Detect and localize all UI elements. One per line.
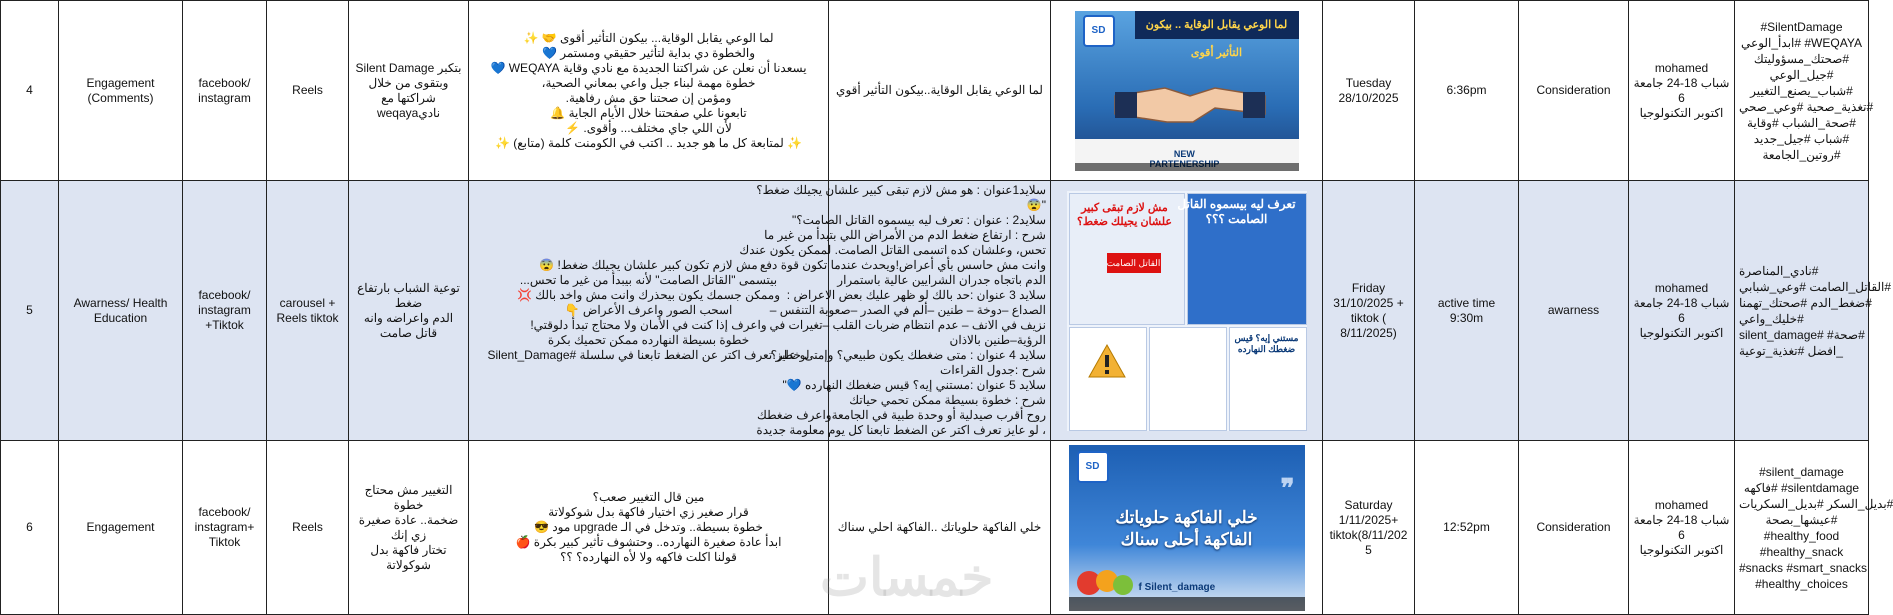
- date-cell: [1323, 1, 1415, 181]
- audience-text: شباب 18-24 جامعة 6 اكتوبر التكنولوجيا: [1633, 295, 1730, 340]
- design-line: سلايد 4 عنوان : متى ضغطك يكون طبيعي؟ وإمتى خطر؟: [770, 348, 1046, 362]
- caption-line: تابعونا علي صفحتنا خلال الأيام الجاية 🔔: [550, 105, 747, 120]
- date-cell: [1323, 441, 1415, 615]
- format-cell: Reels: [267, 441, 349, 615]
- watermark: خمسات: [820, 549, 994, 607]
- hashtag-line: فاكهه# #silentdamage: [1743, 480, 1860, 495]
- hashtag-line: silent_damage# #صحة#: [1739, 327, 1865, 342]
- design-line: ، لو عايز تعرف اكتر عن الضغط تابعنا كل يوم معلومة جديدة: [756, 423, 1046, 437]
- hashtag-line: تغذية_صحية #وعي_صحي#: [1739, 99, 1874, 114]
- caption-line: لأن اللي جاي مختلف... وأقوى. ⚡: [565, 120, 732, 135]
- caption-line: خطوة بسيطة.. وتدخل في الـ upgrade مود 😎: [534, 520, 763, 534]
- fruit-video-thumbnail[interactable]: [1069, 445, 1305, 611]
- handshake-icon: [1115, 66, 1265, 136]
- silent-damage-logo: SD: [1077, 451, 1109, 483]
- hashtag-line: #silent_damage: [1759, 464, 1844, 479]
- design-line: "😨: [1026, 198, 1046, 212]
- hashtag-line: صحة_الشباب #وقاية#: [1747, 115, 1856, 130]
- caption-line: اسحب الصور واعرف الأعراض 👇: [564, 303, 733, 317]
- owner-name: mohamed: [1654, 280, 1709, 295]
- warning-icon: [1087, 341, 1127, 381]
- video-controls-bar[interactable]: [1075, 163, 1299, 171]
- date-cell: [1323, 181, 1415, 441]
- time-cell: [1415, 181, 1519, 441]
- hashtags-cell: [1735, 1, 1874, 181]
- platform-cell: [183, 1, 267, 181]
- video-controls-bar[interactable]: [1069, 597, 1305, 611]
- caption-line: وممكن جسمك يكون بيحذرك وانت مش واخد بالك 💢: [517, 288, 780, 302]
- table-row: [1, 1, 1869, 181]
- design-line: وانت مش حاسس بأي أعراض!ويحدث عندما تكون قوة دفع: [759, 258, 1046, 272]
- hashtag-line: #healthy_snack: [1759, 544, 1844, 559]
- format-cell: [267, 181, 349, 441]
- caption-line: بيتسمى "القاتل الصامت" لأنه بيبدأ من غير ما تحس...: [519, 273, 778, 287]
- brand-handle: f Silent_damage: [1138, 581, 1216, 593]
- date-text: Friday 31/10/2025 + tiktok ( 8/11/2025): [1333, 280, 1404, 340]
- silent-killer-tag: القاتل الصامت: [1107, 253, 1161, 273]
- design-text-cell: خلي الفاكهة حلوياتك ..الفاكهة احلي سناك: [829, 441, 1051, 615]
- hashtag-line: #snacks #smart_snacks: [1739, 560, 1868, 575]
- goal-cell: Engagement: [59, 441, 183, 615]
- caption-line: لو عايز تعرف اكتر عن الضغط تابعنا في سلسلة #Silent_Damage: [487, 348, 810, 362]
- goal-text: Engagement (Comments): [86, 75, 155, 105]
- design-text-cell: [739, 181, 1051, 441]
- format-cell: Reels: [267, 1, 349, 181]
- owner-cell: [1629, 181, 1735, 441]
- idea-text: توعية الشباب بارتفاع ضغط الدم واعراضه وانه قاتل صامت: [357, 280, 460, 340]
- design-line: سلايد 3 عنوان :حد بالك لو ظهر عليك بعض الاعراض :: [786, 288, 1046, 302]
- row-number: 5: [1, 181, 59, 441]
- hashtag-line: روتين_الجامعة#: [1762, 147, 1841, 162]
- design-line: سلايد2 : عنوان : تعرف ليه بيسموه القاتل الصامت؟": [791, 213, 1046, 227]
- design-line: الصداع –دوخة – طنين –ألم في الصدر –صعوبة التنفس –: [769, 303, 1046, 317]
- slide-title: مش لازم تبقى كبير علشان يجيلك ضغط؟: [1077, 201, 1172, 228]
- image-cell: [1051, 181, 1323, 441]
- stage-cell: Consideration: [1519, 441, 1629, 615]
- hashtag-line: افضل #تغذية_توعية_: [1739, 343, 1843, 358]
- slide-title: مستني إيه؟ قيس ضغطك النهارده: [1234, 332, 1299, 354]
- idea-cell: [349, 181, 469, 441]
- design-text-cell: لما الوعي يقابل الوقاية..بيكون التأثير أقوي: [829, 1, 1051, 181]
- hashtag-line: صحتك_مسؤوليتك#: [1753, 51, 1850, 66]
- time-cell: 12:52pm: [1415, 441, 1519, 615]
- goal-cell: [59, 1, 183, 181]
- partnership-label: NEW: [1173, 148, 1195, 159]
- caption-line: ابدأ عادة صغيرة النهارده.. وحتشوف تأثير كبير بكرة 🍎: [515, 535, 782, 549]
- format-text: carousel + Reels tiktok: [276, 295, 339, 325]
- slide-preview: [1149, 327, 1227, 431]
- design-line: روح أقرب صيدلية أو وحدة طبية في الجامعةواعرف ضغطك: [756, 408, 1046, 422]
- caption-line: يسعدنا أن نعلن عن شراكتنا الجديدة مع نادي وقاية WEQAYA 💙: [490, 60, 807, 75]
- hashtag-line: ابدأ_الوعي# #WEQAYA: [1741, 35, 1862, 50]
- owner-name: mohamed: [1654, 497, 1709, 512]
- time-text: active time 9:30m: [1437, 295, 1496, 325]
- hashtag-line: شباب_يصنع_التغيير#: [1750, 83, 1853, 98]
- design-line: شرح : خطوة بسيطة ممكن تحمي حياتك: [849, 393, 1046, 407]
- caption-line: خطوة مهمة لبناء جيل واعي بمعاني الصحية،: [541, 75, 756, 90]
- time-cell: 6:36pm: [1415, 1, 1519, 181]
- caption-line: ✨ لمتابعة كل ما هو جديد .. اكتب في الكومنت كلمة (متابع) ✨: [494, 135, 803, 150]
- hashtag-line: جيل_الوعي#: [1769, 67, 1834, 82]
- idea-cell: [349, 441, 469, 615]
- hashtag-line: ضغط_الدم #صحتك_تهمنا#: [1739, 295, 1872, 310]
- fruit-icon: [1075, 563, 1135, 597]
- design-line: سلايد1عنوان : هو مش لازم تبقى كبير علشان يجيلك ضغط؟: [756, 183, 1046, 197]
- platform-text: facebook/ instagram+ Tiktok: [194, 505, 255, 549]
- design-line: نزيف في الانف – عدم انتظام ضربات القلب –تغيرات في: [769, 318, 1046, 332]
- image-cell: [1051, 441, 1323, 615]
- hashtag-line: عيشها_بصحة#: [1765, 512, 1838, 527]
- design-line: الدم باتجاه جدران الشرايين عالية باستمرار: [837, 273, 1046, 287]
- hashtag-line: #SilentDamage: [1760, 19, 1843, 34]
- row-number: 6: [1, 441, 59, 615]
- hashtag-line: نادي_المناصرة#: [1739, 263, 1819, 278]
- caption-line: مش لازم تكون كبير علشان يجيلك ضغط! 😨: [539, 258, 758, 272]
- hashtag-line: بديل_السكر #بديل_السكريات#: [1739, 496, 1893, 511]
- hashtag-line: خليك_واعي#: [1739, 311, 1804, 326]
- caption-line: والخطوة دي بداية لتأثير حقيقي ومستمر 💙: [541, 45, 756, 60]
- thumbnail-headline: خلي الفاكهة حلوياتك الفاكهة أحلى سناك: [1115, 507, 1258, 549]
- hashtags-cell: [1735, 181, 1892, 441]
- quote-icon: ❞: [1280, 472, 1295, 503]
- thumbnail-banner: لما الوعي يقابل الوقاية .. بيكون التأثير أقوى: [1135, 11, 1299, 39]
- caption-line: قولنا اكلت فاكهه ولا لأه النهارده؟ ؟؟: [560, 550, 737, 564]
- design-line: الرؤية–طنين بالاذان: [949, 333, 1046, 347]
- caption-line: خطوة بسيطة النهارده ممكن تحميك بكرة: [547, 333, 750, 347]
- table-row: [1, 181, 1869, 441]
- stage-cell: Consideration: [1519, 1, 1629, 181]
- caption-line: واعرف إذا كنت في الأمان ولا محتاج تبدأ دلوقتي!: [530, 318, 767, 332]
- idea-text: بتكبر Silent Damage وبتقوى من خلال شراكتها مع ناديweqaya: [355, 60, 462, 120]
- goal-text: Awarness/ Health Education: [73, 295, 168, 325]
- platform-cell: [183, 441, 267, 615]
- partnership-video-thumbnail[interactable]: [1075, 11, 1299, 171]
- caption-line: ومؤمن إن صحتنا حق مش رفاهية.: [565, 90, 732, 105]
- caption-line: قرار صغير زي اختيار فاكهة بدل شوكولاتة: [548, 505, 749, 519]
- owner-name: mohamed: [1654, 60, 1709, 75]
- caption-cell: [469, 1, 829, 181]
- audience-text: شباب 18-24 جامعة 6 اكتوبر التكنولوجيا: [1633, 512, 1730, 557]
- brand-handle-text: Silent_damage: [1144, 581, 1216, 593]
- design-line: شرح : ارتفاع ضغط الدم من الأمراض اللي بتبدأ من غير ما: [764, 228, 1046, 242]
- design-line: شرح :جدول القراءات: [940, 363, 1046, 377]
- owner-cell: [1629, 1, 1735, 181]
- design-line: سلايد 5 عنوان :مستني إيه؟ قيس ضغطك النهارده 💙": [782, 378, 1046, 392]
- caption-line: لما الوعي يقابل الوقاية... بيكون التأثير أقوى 🤝 ✨: [523, 30, 774, 45]
- caption-line: مين قال التغيير صعب؟: [592, 490, 705, 504]
- design-line: تحس، وعلشان كده اتسمى القاتل الصامت. لممكن يكون عندك: [739, 243, 1046, 257]
- idea-text: التغيير مش محتاج خطوة ضخمة.. عادة صغيرة زي إنك تختار فاكهة بدل شوكولاتة: [358, 482, 459, 572]
- hashtag-line: #healthy_food: [1763, 528, 1840, 543]
- platform-text: facebook/ instagram: [198, 75, 251, 105]
- owner-cell: [1629, 441, 1735, 615]
- hashtags-cell: [1735, 441, 1893, 615]
- image-cell: [1051, 1, 1323, 181]
- row-number: 4: [1, 1, 59, 181]
- audience-text: شباب 18-24 جامعة 6 اكتوبر التكنولوجيا: [1633, 75, 1730, 120]
- platform-cell: [183, 181, 267, 441]
- date-text: Saturday 1/11/2025+ tiktok(8/11/2025: [1329, 497, 1408, 557]
- silent-damage-logo: SD: [1083, 15, 1115, 47]
- slide-title: تعرف ليه بيسموه القاتل الصامت ؟؟؟: [1177, 196, 1296, 226]
- platform-text: facebook/ instagram +Tiktok: [198, 288, 251, 332]
- idea-cell: [349, 1, 469, 181]
- date-text: Tuesday 28/10/2025: [1338, 75, 1399, 105]
- hashtag-line: القاتل_الصامت #وعي_شبابي#: [1739, 279, 1892, 294]
- goal-cell: [59, 181, 183, 441]
- hashtag-line: شباب #جيل_جديد#: [1753, 131, 1850, 146]
- caption-cell: [469, 441, 829, 615]
- hashtag-line: #healthy_choices: [1755, 576, 1848, 591]
- carousel-collage-image[interactable]: [1067, 191, 1307, 431]
- stage-cell: awarness: [1519, 181, 1629, 441]
